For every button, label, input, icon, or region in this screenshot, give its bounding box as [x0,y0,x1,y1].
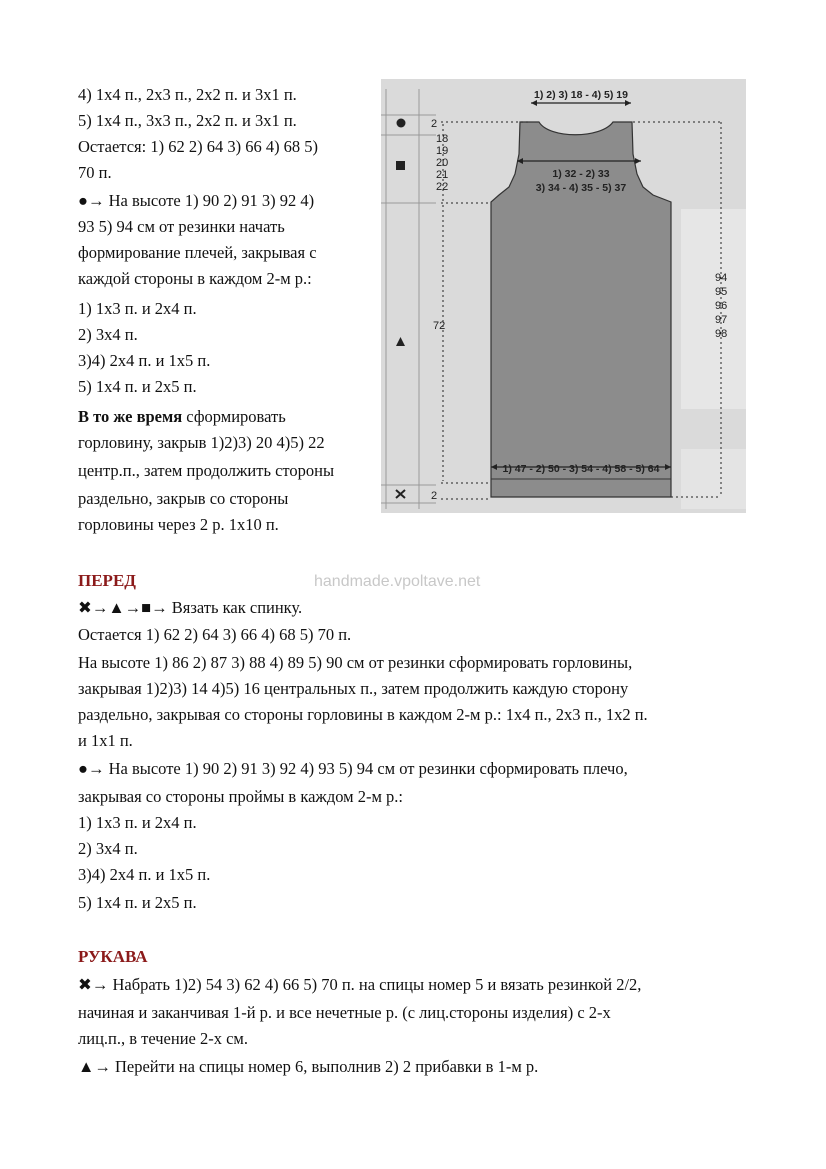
text-line: 5) 1х4 п. и 2х5 п. [78,893,197,912]
text-line: 93 5) 94 см от резинки начать [78,217,285,236]
text-line: раздельно, закрывая со стороны горловины в каждом 2-м р.: 1х4 п., 2х3 п., 1х2 п. [78,705,648,724]
circle-icon [397,119,406,128]
text-span: сформировать [182,407,286,426]
text-line: 5) 1х4 п., 3х3 п., 2х2 п. и 3х1 п. [78,111,297,130]
body-height-label: 72 [433,320,446,332]
total-length-label: 94 [715,272,728,284]
armhole-height-label: 20 [436,157,449,169]
text-span: Вязать как спинку. [171,598,303,617]
front-instruction-line [78,595,302,621]
text-line: 3)4) 2х4 п. и 1х5 п. [78,351,211,370]
arrow-right-icon: → [87,759,105,778]
rib-height-label: 2 [431,490,438,502]
text-line: 4) 1х4 п., 2х3 п., 2х2 п. и 3х1 п. [78,85,297,104]
text-line: закрывая со стороны проймы в каждом 2-м р.: [78,787,403,806]
sleeves-switch-line [78,1054,538,1080]
triangle-icon: ▲ [108,598,125,617]
text-span: Набрать 1)2) 54 3) 62 4) 66 5) 70 п. на спицы номер 5 и вязать резинкой 2/2, [112,975,642,994]
text-line: закрывая 1)2)3) 14 4)5) 16 центральных п., затем продолжить каждую сторону [78,679,629,698]
text-line: горловины через 2 р. 1х10 п. [78,515,279,534]
text-line: 2) 3х4 п. [78,325,138,344]
text-span: На высоте 1) 90 2) 91 3) 92 4) [108,191,315,210]
circle-icon: ● [78,759,88,778]
circle-icon: ● [78,191,88,210]
text-line: формирование плечей, закрывая с [78,243,317,262]
armhole-height-label: 19 [436,145,449,157]
emphasis-text: В то же время [78,407,183,426]
watermark: handmade.vpoltave.net [314,573,481,590]
front-shoulder-line [78,756,628,782]
text-line: 5) 1х4 п. и 2х5 п. [78,377,197,396]
total-length-label: 96 [715,300,728,312]
text-line: начиная и заканчивая 1-й р. и все нечетные р. (с лиц.стороны изделия) с 2-х [78,1003,611,1022]
bottom-width-label: 1) 47 - 2) 50 - 3) 54 - 4) 58 - 5) 64 [502,463,660,475]
text-line: Остается: 1) 62 2) 64 3) 66 4) 68 5) [78,137,319,156]
neck-depth-label: 2 [431,118,438,130]
text-line: центр.п., затем продолжить стороны [78,461,335,480]
background-artefact [681,209,746,409]
text-line: и 1х1 п. [78,731,133,750]
sleeves-heading: РУКАВА [78,947,148,966]
text-line: 70 п. [78,163,112,182]
square-icon: ■ [141,598,152,617]
arrow-right-icon: → [124,598,142,617]
arrow-right-icon: → [151,598,168,617]
square-icon [396,161,405,170]
armhole-height-label: 22 [436,181,449,193]
chest-width-label: 3) 34 - 4) 35 - 5) 37 [535,182,627,194]
background-artefact [681,449,746,509]
text-line: лиц.п., в течение 2-х см. [78,1029,249,1048]
text-line: 3)4) 2х4 п. и 1х5 п. [78,865,211,884]
garment-schematic [381,79,746,513]
text-line: Остается 1) 62 2) 64 3) 66 4) 68 5) 70 п. [78,625,352,644]
arrow-right-icon: → [94,1057,111,1076]
arrow-right-icon: → [91,598,109,617]
total-length-label: 95 [715,286,728,298]
cross-icon: ✖ [78,598,92,617]
armhole-height-label: 18 [436,133,449,145]
arrow-right-icon: → [91,975,109,994]
total-length-label: 97 [715,314,728,326]
armhole-height-label: 21 [436,169,449,181]
neck-instruction-line [78,404,286,430]
chest-width-label: 1) 32 - 2) 33 [552,168,610,180]
text-line: На высоте 1) 86 2) 87 3) 88 4) 89 5) 90 см от резинки сформировать горловины, [78,653,633,672]
arrow-right-icon: → [87,191,105,210]
neck-width-label: 1) 2) 3) 18 - 4) 5) 19 [534,89,628,101]
total-length-label: 98 [715,328,728,340]
text-line: раздельно, закрыв со стороны [78,489,289,508]
text-line: 2) 3х4 п. [78,839,138,858]
text-line: горловину, закрыв 1)2)3) 20 4)5) 22 [78,433,325,452]
text-span: На высоте 1) 90 2) 91 3) 92 4) 93 5) 94 см от резинки сформировать плечо, [108,759,628,778]
text-line: 1) 1х3 п. и 2х4 п. [78,299,197,318]
front-heading: ПЕРЕД [78,571,136,590]
text-span: Перейти на спицы номер 6, выполнив 2) 2 прибавки в 1-м р. [114,1057,539,1076]
sleeves-cast-on-line [78,972,641,998]
shoulder-instruction-line [78,188,314,214]
cross-icon: ✖ [78,975,92,994]
text-line: каждой стороны в каждом 2-м р.: [78,269,312,288]
text-line: 1) 1х3 п. и 2х4 п. [78,813,197,832]
triangle-icon: ▲ [78,1057,95,1076]
